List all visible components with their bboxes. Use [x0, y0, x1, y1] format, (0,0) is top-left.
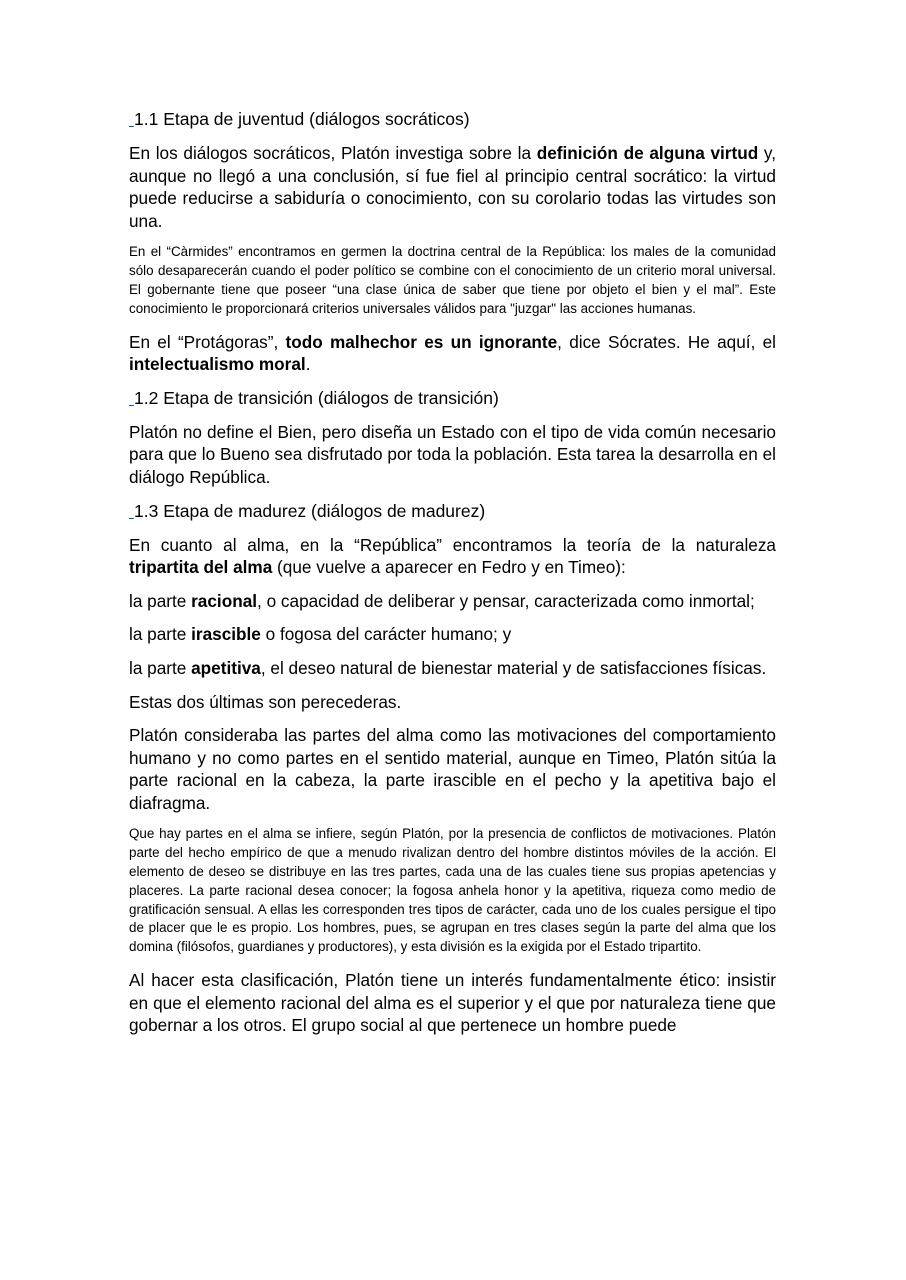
paragraph-parte-irascible: la parte irascible o fogosa del carácter humano; y: [129, 624, 512, 645]
paragraph-conflictos: Que hay partes en el alma se infiere, según Platón, por la presencia de conflictos de motivaciones. Platón parte del hecho empírico de que a menudo rivalizan dentro del hombre distintos móviles de la acción. El elemento de deseo se distribuye en las tres partes, cada una de las cuales tiene sus propias apetencias y placeres. La parte racional desea conocer; la fogosa anhela honor y la apetitiva, riqueza como medio de gratificación sensual. A ellas les corresponden tres tipos de carácter, cada uno de los cuales persigue el tipo de placer que le es propio. Los hombres, pues, se agrupan en tres clases según la parte del alma que los domina (filósofos, guardianes y productores), y esta división es la exigida por el Estado tripartito.: [129, 826, 776, 955]
paragraph-parte-racional: la parte racional, o capacidad de deliberar y pensar, caracterizada como inmortal;: [129, 590, 755, 611]
paragraph-carmides: En el “Càrmides” encontramos en germen la doctrina central de la República: los males de la comunidad sólo desaparecerán cuando el poder político se combine con el conocimiento de un criterio moral universal. El gobernante tiene que poseer “una clase única de saber que tiene por objeto el bien y el mal”. Este conocimiento le proporcionará criterios universales válidos para "juzgar" las acciones humanas.: [129, 244, 776, 316]
section-heading-transicion: 1.2 Etapa de transición (diálogos de transición): [129, 387, 776, 409]
paragraph-clasificacion: Al hacer esta clasificación, Platón tiene un interés fundamentalmente ético: insistir en que el elemento racional del alma es el superior y el que por naturaleza tiene que gobernar a los otros. El grupo social al que pertenece un hombre puede: [129, 970, 776, 1036]
paragraph-motivaciones: Platón consideraba las partes del alma como las motivaciones del comportamiento humano y no como partes en el sentido material, aunque en Timeo, Platón sitúa la parte racional en la cabeza, la parte irascible en el pecho y la apetitiva bajo el diafragma.: [129, 725, 776, 813]
paragraph-parte-apetitiva: la parte apetitiva, el deseo natural de bienestar material y de satisfacciones físicas.: [129, 657, 767, 678]
document-page: [129, 108, 776, 1048]
section-heading-juventud: 1.1 Etapa de juventud (diálogos socráticos): [129, 108, 776, 130]
paragraph-alma-tripartita: En cuanto al alma, en la “República” encontramos la teoría de la naturaleza tripartita del alma (que vuelve a aparecer en Fedro y en Timeo):: [129, 534, 776, 578]
paragraph-dialogos-socraticos: En los diálogos socráticos, Platón investiga sobre la definición de alguna virtud y, aunque no llegó a una conclusión, sí fue fiel al principio central socrático: la virtud puede reducirse a sabiduría o conocimiento, con su corolario todas las virtudes son una.: [129, 143, 776, 231]
paragraph-perecederas: Estas dos últimas son perecederas.: [129, 691, 402, 712]
section-heading-madurez: 1.3 Etapa de madurez (diálogos de madurez): [129, 500, 776, 522]
paragraph-estado: Platón no define el Bien, pero diseña un Estado con el tipo de vida común necesario para que lo Bueno sea disfrutado por toda la población. Esta tarea la desarrolla en el diálogo República.: [129, 421, 776, 487]
paragraph-protagoras: En el “Protágoras”, todo malhechor es un ignorante, dice Sócrates. He aquí, el intelectualismo moral.: [129, 331, 776, 375]
